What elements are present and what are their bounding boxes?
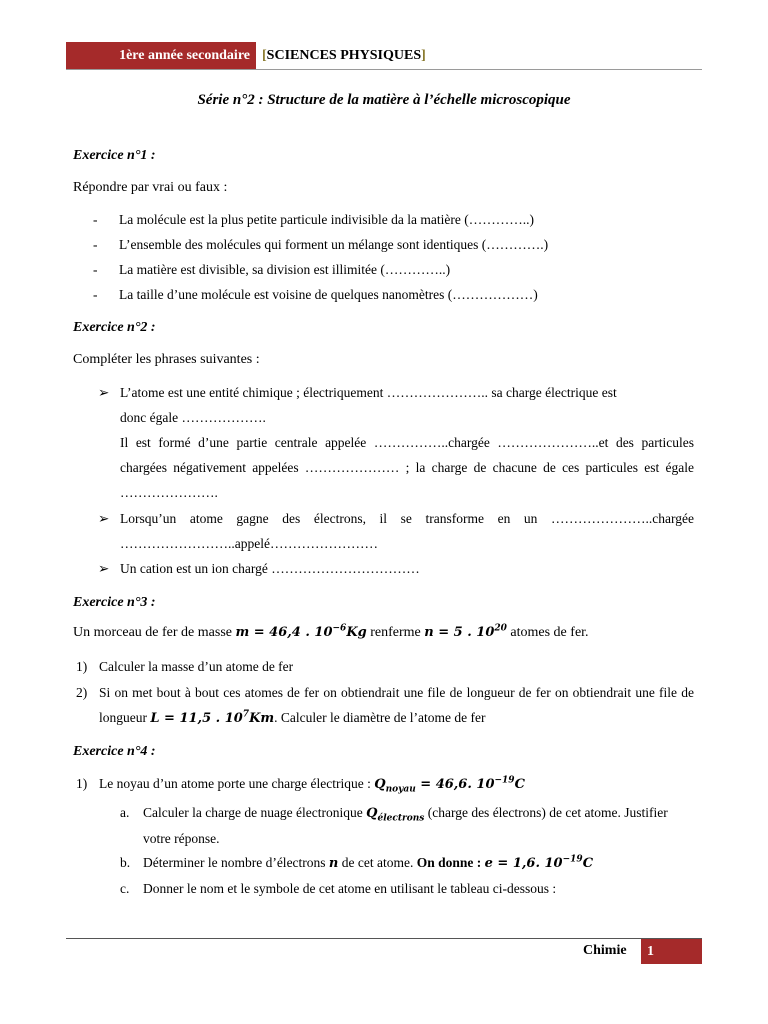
arrow-bullet-icon: ➢	[98, 385, 110, 400]
header-level: 1ère année secondaire	[66, 42, 256, 69]
list-item: - La molécule est la plus petite particule indivisible da la matière (…………..)	[93, 212, 534, 227]
page-title: Série n°2 : Structure de la matière à l’échelle microscopique	[197, 92, 571, 108]
formula-n: n = 5 . $10^{20}$	[424, 623, 507, 640]
exercise-1-title: Exercice n°1 :	[73, 148, 156, 163]
arrow-bullet-icon: ➢	[98, 511, 110, 526]
formula-charge-electrons: $Q_{électrons}$	[366, 806, 425, 824]
footer-label: Chimie	[583, 943, 627, 958]
exercise-3-title: Exercice n°3 :	[73, 595, 156, 610]
formula-mass: m = 46,4 . $10^{-6}Kg$	[235, 623, 367, 640]
formula-elementary-charge: e = 1,6. $10^{-19}C$	[484, 854, 594, 871]
list-item: ➢ Un cation est un ion chargé ……………………………	[98, 556, 694, 581]
numbered-item: 2) Si on met bout à bout ces atomes de fer on obtiendrait une file de longueur de fer on obtiendrait une file de longueur L = 11,5 . $10^7Km$. Calculer le diamètre de l’atome de fer	[76, 685, 694, 726]
list-item: - La taille d’une molécule est voisine de quelques nanomètres (………………)	[93, 287, 538, 302]
sub-item: a. Calculer la charge de nuage électronique $Q_{électrons}$ (charge des électrons) de cet atome. Justifier votre réponse.	[120, 805, 668, 846]
numbered-item: 1) Le noyau d’un atome porte une charge électrique : $Q_{noyau} = 46,6$. $10^{-19}C$	[76, 775, 525, 795]
list-item-paragraph: Il est formé d’une partie centrale appelée ……………..chargée …………………..et des particules chargées négativement appelées ………………… ; la charge de chacune de ces particules est égale ………………….	[120, 435, 694, 500]
numbered-item: 1) Calculer la masse d’un atome de fer	[76, 659, 294, 674]
sub-item: c. Donner le nom et le symbole de cet atome en utilisant le tableau ci-dessous :	[120, 881, 557, 896]
list-item: - La matière est divisible, sa division est illimitée (…………..)	[93, 262, 451, 277]
footer-divider	[66, 938, 702, 939]
exercise-2-title: Exercice n°2 :	[73, 320, 156, 335]
bracket-close: ]	[421, 48, 426, 63]
bracket-open: [	[262, 48, 267, 63]
exercise-1-instruction: Répondre par vrai ou faux :	[73, 180, 228, 195]
list-item: ➢ L’atome est une entité chimique ; électriquement ………………….. sa charge électrique est	[98, 380, 694, 405]
exercise-2-instruction: Compléter les phrases suivantes :	[73, 352, 260, 367]
page-number: 1	[641, 939, 702, 964]
page-header	[66, 42, 702, 70]
list-item-continuation: donc égale ……………….	[120, 410, 266, 425]
arrow-bullet-icon: ➢	[98, 561, 110, 576]
exercise-3-intro: Un morceau de fer de masse m = 46,4 . $10^{-6}Kg$ renferme n = 5 . $10^{20}$ atomes de fer.	[73, 623, 589, 640]
header-subject-label: SCIENCES PHYSIQUES	[266, 48, 422, 63]
formula-length: L = 11,5 . $10^7Km$	[150, 709, 275, 726]
formula-charge-noyau: $Q_{noyau} = 46,6$. $10^{-19}C$	[374, 775, 525, 795]
list-item: ➢ Lorsqu’un atome gagne des électrons, il se transforme en un …………………..chargée ……………………..appelé……………………	[98, 506, 694, 556]
header-subject	[262, 42, 426, 69]
sub-item: b. Déterminer le nombre d’électrons n de cet atome. On donne : e = 1,6. $10^{-19}C$	[120, 854, 594, 871]
list-item: - L’ensemble des molécules qui forment un mélange sont identiques (………….)	[93, 237, 549, 252]
exercise-4-title: Exercice n°4 :	[73, 744, 156, 759]
